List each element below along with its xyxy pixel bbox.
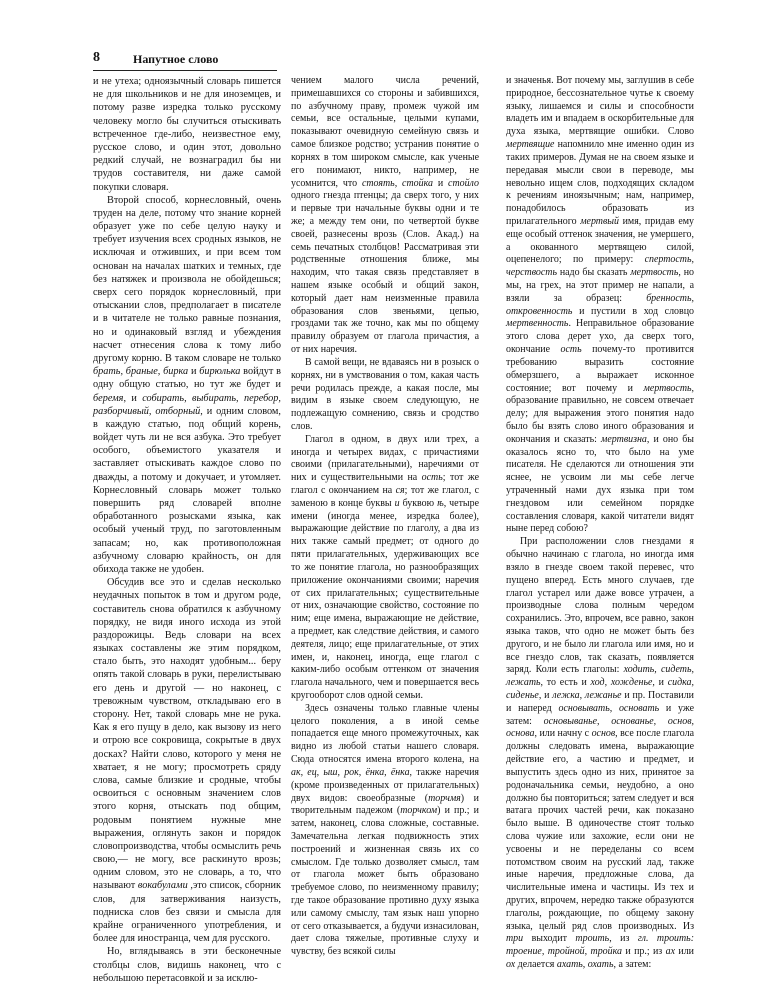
paragraph: В самой вещи, не вдаваясь ни в розыск о корнях, ни в умствования о том, какая часть речи родилась прежде, а какая после, мы видим в языке своем следующую, не подлежащую сомнению, связь и сродство слов. (291, 356, 479, 432)
page-header (93, 50, 693, 72)
text-column-2 (291, 75, 479, 959)
paragraph: Второй способ, корнесловный, очень труден на деле, потому что знание корней образует уже по себе целую науку и требует изучения всех сродных языков, не исключая и отживших, и при всем том основан на началах шатких и темных, где без натяжек и произвола не обойдешься; сверх сего порядок корнесловный, при отыскании слов, предполагает в писателе и в читателе не только равные познания, но и одинаковый взгляд и убеждения насчет отнесения слова к тому либо другому корню. В таком словаре не только брать, браные, бирка и бирюлька войдут в одну общую статью, но тут же будет и беремя, и собирать, выбирать, перебор, разборчивый, отборный, и одним словом, в каждую статью, под общий корень, войдет чуть ли не вся азбука. Это требует особого, объемистого указателя и заставляет отыскивать каждое слово по дважды, а потому и докучает, и утомляет. Корнесловный словарь может только повершить ряд словарей вполне обработанного розысками языка, как особый ученый труд, по заготовленным запасам; но, как противоположная азбучному словарю крайность, он для обиходa также не удобен. (93, 194, 281, 575)
paragraph: При расположении слов гнездами я обычно начинаю с глагола, но иногда имя взяло в гнезде своем такой перевес, что пущено вперед. Есть много случаев, где глагол устарел или даже вовсе утрачен, а производные слова полным чередом сохранились. Это, впрочем, все равно, закон языка таков, что одно не может быть без другого, и не было ли глагола или имя, но и все гнездо слов, так сказать, появляется заряд. Коли есть глаголы: ходить, сидеть, лежать, то есть и ход, хожденье, и сидка, сиденье, и лежка, лежанье и пр. Поставили и наперед основывать, основать и уже затем: основываньe, основанье, основ, основа, или начну с основ, все после глагола должны следовать имена, выражающие действие его, а частию и предмет, и выпустить здесь одно из них, принятое за родоначальника семьи, неудобно, а оно должно бы повториться; затем следует и вся ватага прочих частей речи, как показано было выше. В одиночестве стоят только слова чужие или захожие, если они не усвоены и не переделаны со всем потомством своим на русский лад, также иные наречия, предложные слова, да числительные имена и частицы. Из тех и других, впрочем, нередко также образуются глаголы, рождающие, по общему закону языка, целый ряд слов производных. Из три выходит троить, из гл. троить: троение, тройной, тройка и пр.; из ах или ох делается ахать, охать, а затем: (506, 536, 695, 971)
header-rule (93, 70, 277, 71)
paragraph: Но, вглядываясь в эти бесконечные столбцы слов, видишь наконец, что с небольшою перетасовкой и за исклю- (93, 946, 281, 984)
paragraph: чением малого числа речений, примешавшихся со стороны и забившихся, по азбучному праву, промеж чужой им семьи, все остальные, целыми купами, показывают очевидную семейную связь и самое близкое родство; устранив понятие о корнях в том широком смысле, как ученые его понимают, никто, например, не усомнится, что стоять, стойка и стойло одного гнезда птенцы; да сверх того, у них и первые три начальные буквы одни и те же; а между тем они, по четвертой букве своей, разнесены врозь (Слов. Акад.) на семь печатных столбцов! Рассматривая эти родственные отношения ближе, мы находим, что такая связь представляет в нашем языке особый и общий закон, который дает нам неизменные правила образования слов звеньями, цепью, гроздами так же точно, как мы по общему правилу образуем от глагола причастия, а от них наречия. (291, 75, 479, 356)
paragraph: Здесь означены только главные члены целого поколения, а в иной семье попадается еще много промежуточных, как видно из любой статьи нашего словаря. Сюда относятся имена второго колена, на ак, ец, ыш, рок, ёнка, ёнка, также наречия (кроме произведенных от прилагательных) двух видов: своеобразные (торчмя) и творительным падежом (торчком) и пр.; и затем, наконец, слова сложные, составные. Замечательна легкая подвижность этих построений и жизненная связь их со смыслом. Где только дозволяет смысл, там от глагола может быть образовано требуемое слово, по неизменному правилу; где такое образование противно духу языка или самому смыслу, там язык наш упорно от сего отказывается, а будучи изнасилован, дает слова тяжелые, противные слуху и чувству, без всякой силы (291, 702, 479, 958)
paragraph: и значенья. Вот почему мы, заглушив в себе природное, бессознательное чутье к своему языку, лишаемся и силы и способности владеть им и впадаем в оскорбительные для духа языка, мертвящие ошибки. Слово мертвящие напомнило мне именно один из таких примеров. Думая не на своем языке и передавая мысли свои в переводе, мы невольно ищем слов, подходящих складом к речениям иноязычным; нам, например, понадобилось образовать из прилагательного мертвый имя, придав ему еще особый оттенок значения, не умершего, а окованного мертвящею силой, оцепенелого; по примеру: спертость, черствость надо бы сказать мертвость, но мы, на грех, на этот пример не напали, а взяли за образец: бренность, откровенность и пустили в ход словцо мертвенность. Неправильное образование этого слова дерет ухо, да сверх того, окончание ость почему-то противится требованию выразить состояние обмерзшего, а выражает исконное состояние; вот почему и мертвость, образование правильно, не совсем отвечает делу; для выражения этого понятия надо было бы взять слово иного образования и окончания и сказать: мертвизна, и оно бы оказалось ясно то, что было на уме писателя. Не сделаются ли отношения эти яснее, не усвоим ли мы себе легче утраченный нами дух языка при том гнездовом или семейном порядке составления словаря, какой читатели видят ныне перед собою? (506, 75, 694, 535)
paragraph: и не утеха; одноязычный словарь пишется не для школьников и не для иноземцев, и потому разве изредка только русскому человеку могло бы случиться отыскивать встреченное где-либо, неизвестное ему, русское слово, и один этот, довольно редкий случай, не вознаградил бы ни трудов составителя, ни даже самой покупки словаря. (93, 76, 281, 193)
page-number: 8 (93, 50, 100, 65)
text-column-3 (506, 75, 694, 972)
text-column-1 (93, 75, 281, 985)
paragraph: Глагол в одном, в двух или трех, а иногда и четырех видах, с причастиями своими (прилагательными), наречиями от них и существительными на ость; тот же глагол с окончанием на ся; тот же глагол, с заменою в конце буквы и буквою ѣ, четыре имени (иногда менее, изредка более), выражающие действие по глаголу, а два из них также самый предмет; от одного до пяти прилагательных, удерживающих все то же понятие глагола, но разнообразящих приложение окончаниями своими; наречия от сих прилагательных; существительные от них, означающие свойство, состояние по ним; еще имена, выражающие не действие, а предмет, как следствие действия, и самого деятеля, лицо; еще прилагательные, от этих имен, и, наконец, иногда, еще глагол с каким-либо особым оттенком от значения глагола начального, чем и повершается весь кругооборот слов одной семьи. (291, 433, 480, 701)
paragraph: Обсудив все это и сделав несколько неудачных попыток в том и другом роде, составитель снова обратился к азбучному порядку, не видя иного исхода из этой раздорожицы. Ведь словари на всех языках составлены же этим порядком, стало быть, это находят удобным... беру опять такой словарь в руки, перелистываю его день и другой — но наконец, с тревожным чувством, откладываю его в сторону. Нет, такой словарь мне не рука. Как я его пущу в дело, как вызову из него и отрою все сокровища, сокрытые в двух досках? Найти слово, которого у меня не хватает, я не могу; просмотреть сряду слова, самые близкие и сродные, чтобы освоиться с основным значением слов этого корня, отыскать под общим, родовым понятием нужные мне выражения, оглянуть закон и порядок словопроизводства, чтобы осмыслить речь свою,— не могу, все раскинуто врозь; одним словом, это не словарь, а то, что называют вокабулами ,это список, сборник слов, для затверживания наизусть, подниска слов без связи и смысла для крайне ограниченного употребления, и более для иностранца, чем для русского. (93, 577, 281, 945)
running-title: Напутное слово (133, 52, 219, 66)
